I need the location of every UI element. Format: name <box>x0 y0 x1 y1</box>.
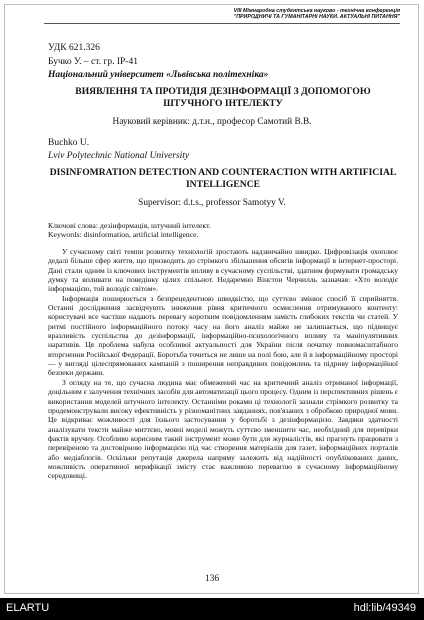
repository-footer-bar <box>0 598 424 620</box>
handle-id: hdl:lib/49349 <box>353 602 416 614</box>
title-ua: ВИЯВЛЕННЯ ТА ПРОТИДІЯ ДЕЗІНФОРМАЦІЇ З ДОПОМОГОЮ ШТУЧНОГО ІНТЕЛЕКТУ <box>75 86 371 109</box>
body-text <box>48 247 398 481</box>
author-en: Buchko U. <box>48 138 90 148</box>
university-ua: Національний університет «Львівська політехніка» <box>48 70 269 80</box>
keywords-ua: Ключові слова: дезінформація, штучний інтелект. <box>48 221 211 230</box>
udk-code: УДК 621.326 <box>48 43 100 53</box>
paragraph: У сучасному світі темпи розвитку технологій зростають надзвичайно швидко. Цифровізація охоплює дедалі більше сфер життя, що призводить до стрімкого збільшення обсягів інформації в інтернет-просторі. Дані стали одним із ключових інструментів впливу в сучасному суспільстві, здатним формувати громадську думку та впливати на поведінку цілих спільнот. Недаремно Вінстон Черчилль зазначав: «Хто володіє інформацією, той володіє світом». <box>48 247 398 294</box>
conference-header <box>150 8 400 20</box>
supervisor-ua: Науковий керівник: д.т.н., професор Самотий В.В. <box>112 117 312 127</box>
keywords-en: Keywords: disinformation, artificial intelligence. <box>48 230 199 239</box>
conference-header-line1: VIII Міжнародна студентська науково - технічна конференція <box>233 8 400 14</box>
university-en: Lviv Polytechnic National University <box>48 151 190 161</box>
supervisor-en: Supervisor: d.t.s., professor Samotyy V. <box>138 198 286 208</box>
title-en: DISINFOMRATION DETECTION AND COUNTERACTION WITH ARTIFICIAL INTELLIGENCE <box>49 167 397 190</box>
paragraph: Інформація поширюється з безпрецедентною швидкістю, що суттєво змінює спосіб її сприйняття. Останні дослідження засвідчують зниження рівня критичного осмислення отримуваного контенту: користувачі все частіше надають перевагу коротким повідомленням замість глибоких текстів чи статей. У ритмі постійного інформаційного потоку часу на його аналіз майже не залишається, що підвищує вразливість суспільства до дезінформації, інформаційно-психологічного впливу та маніпулятивних наративів. Ця проблема набула особливої актуальності для України після початку повномасштабного вторгнення Російської Федерації. Боротьба точиться не лише на полі бою, але й в інформаційному просторі — у вигляді цілеспрямованих кампаній з поширення неправдивих повідомлень та підриву інформаційної безпеки держави. <box>48 293 398 378</box>
author-ua: Бучко У. – ст. гр. ІР-41 <box>48 57 138 67</box>
conference-header-line2: "ПРИРОДНИЧІ ТА ГУМАНІТАРНІ НАУКИ. АКТУАЛЬНІ ПИТАННЯ" <box>233 14 400 21</box>
page-number: 136 <box>204 574 220 584</box>
paragraph: З огляду на те, що сучасна людина має обмежений час на критичний аналіз отриманої інформації, доцільним є залучення технічних засобів для автоматизації цього процесу. Одним із перспективних рішень є використання моделей штучного інтелекту. Останніми роками ці технології зазнали стрімкого розвитку та продемонстрували високу ефективність у різноманітних завданнях, пов'язаних з обробкою природної мови. Це відкриває можливості для їхнього застосування у боротьбі з дезінформацією. Завдяки здатності аналізувати тексти майже миттєво, мовні моделі можуть суттєво зменшити час, необхідний для перевірки фактів вручну. Особливо корисним такий інструмент може бути для журналістів, які прагнуть працювати з перевіреною та достовірною інформацією під час створення матеріалів для газет, інформаційних порталів або медіаблогів. Оскільки репутація джерела напряму залежить від надійності опублікованих даних, можливість оперативної верифікації змісту стає важливою перевагою в сучасному інформаційному середовищі. <box>48 377 399 481</box>
header-rule <box>44 23 400 24</box>
repository-name: ELARTU <box>6 602 50 614</box>
